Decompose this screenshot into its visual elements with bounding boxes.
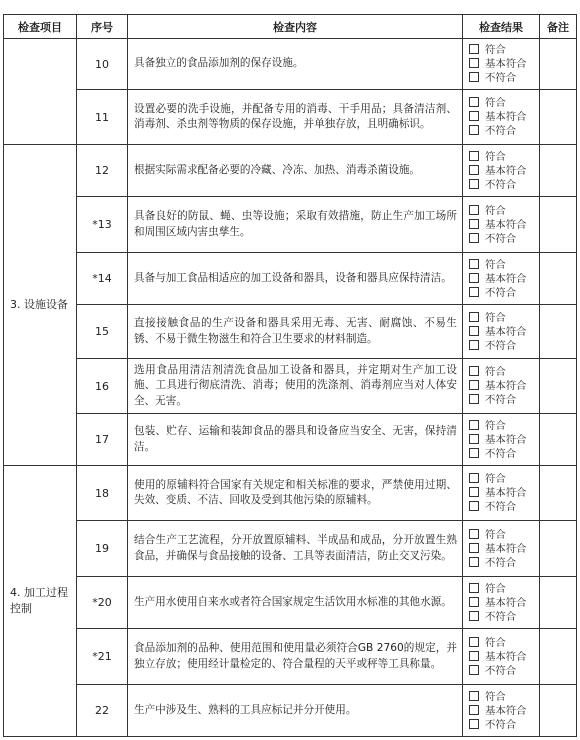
category-cell: [3, 144, 77, 466]
item-number: 22: [95, 704, 109, 717]
result-option-label: 符合: [485, 473, 506, 485]
checkbox[interactable]: [469, 380, 479, 390]
header-number: 序号: [91, 20, 113, 34]
note-cell: [539, 413, 577, 466]
checkbox[interactable]: [469, 487, 479, 497]
result-option[interactable]: [469, 325, 539, 339]
header-result: 检查结果: [479, 20, 523, 34]
item-content: 直接接触食品的生产设备和器具采用无毒、无害、耐腐蚀、不易生锈、不易于微生物滋生和符合卫生要求的材料制造。: [134, 317, 457, 345]
item-content: 设置必要的洗手设施，并配备专用的消毒、干手用品；具备清洁剂、消毒剂、杀虫剂等物质的保存设施，并单独存放，且明确标识。: [134, 102, 457, 130]
result-option[interactable]: [469, 258, 539, 272]
item-content-cell: [127, 520, 463, 577]
header-content: 检查内容: [273, 20, 317, 34]
checkbox[interactable]: [469, 340, 479, 350]
result-cell: [462, 38, 540, 90]
result-cell: [462, 520, 540, 577]
result-option-label: 不符合: [485, 178, 517, 191]
note-cell: [539, 89, 577, 145]
result-option-label: 基本符合: [485, 164, 527, 177]
result-option-label: 不符合: [485, 394, 517, 406]
item-number-cell: [76, 413, 128, 466]
checkbox[interactable]: [469, 44, 479, 54]
item-number-cell: [76, 304, 128, 359]
result-option-label: 基本符合: [485, 433, 527, 446]
result-option-label: 符合: [485, 311, 506, 324]
item-content-cell: [127, 358, 463, 414]
item-number: *13: [92, 218, 112, 231]
note-cell: [539, 520, 577, 577]
result-option-label: 不符合: [485, 125, 517, 137]
checkbox[interactable]: [469, 58, 479, 68]
result-option[interactable]: [469, 718, 539, 732]
result-option-label: 不符合: [485, 610, 517, 623]
checkbox[interactable]: [469, 434, 479, 444]
item-number: 12: [95, 164, 109, 177]
item-content-cell: [127, 89, 463, 145]
result-option[interactable]: [469, 43, 539, 57]
header-result-cell: [462, 14, 540, 39]
item-content: 使用的原辅料符合国家有关规定和相关标准的要求，严禁使用过期、失效、变质、不洁、回收及受到其他污染的原辅料。: [134, 478, 457, 506]
header-category: 检查项目: [18, 20, 62, 34]
item-content: 食品添加剂的品种、使用范围和使用量必须符合GB 2760的规定，并独立存放；使用经计量检定的、符合量程的天平或秤等工具称量。: [134, 642, 457, 670]
result-option-label: 不符合: [485, 72, 517, 84]
result-option-label: 基本符合: [485, 650, 527, 663]
item-content: 具备良好的防鼠、蝇、虫等设施；采取有效措施，防止生产加工场所和周围区域内害虫孳生。: [134, 210, 457, 238]
result-cell: [462, 144, 540, 197]
result-option[interactable]: [469, 393, 539, 407]
note-cell: [539, 144, 577, 197]
result-option-label: 基本符合: [485, 596, 527, 609]
checkbox[interactable]: [469, 287, 479, 297]
checkbox[interactable]: [469, 543, 479, 553]
item-number: 10: [95, 57, 109, 71]
checkbox[interactable]: [469, 529, 479, 539]
result-option[interactable]: [469, 164, 539, 178]
result-option[interactable]: [469, 96, 539, 110]
item-number: *20: [92, 596, 112, 609]
result-option-label: 基本符合: [485, 487, 527, 499]
result-cell: [462, 358, 540, 414]
checkbox[interactable]: [469, 665, 479, 675]
result-option-label: 不符合: [485, 232, 517, 245]
item-number-cell: [76, 520, 128, 577]
result-option-label: 基本符合: [485, 704, 527, 717]
item-number: *21: [92, 650, 112, 663]
checkbox[interactable]: [469, 97, 479, 107]
result-option[interactable]: [469, 124, 539, 138]
checkbox[interactable]: [469, 719, 479, 729]
item-number-cell: [76, 684, 128, 737]
item-content-cell: [127, 38, 463, 90]
checkbox[interactable]: [469, 473, 479, 483]
checkbox[interactable]: [469, 448, 479, 458]
result-cell: [462, 628, 540, 685]
result-option[interactable]: [469, 150, 539, 164]
result-option[interactable]: [469, 110, 539, 124]
result-option-label: 符合: [485, 44, 506, 56]
header-note-cell: [539, 14, 577, 39]
item-content-cell: [127, 413, 463, 466]
result-option-label: 符合: [485, 150, 506, 163]
item-content: 选用食品用清洁剂清洗食品加工设备和器具，并定期对生产加工设施、工具进行彻底清洗、消毒；使用的洗涤剂、消毒剂应当对人体安全、无害。: [134, 363, 457, 407]
result-cell: [462, 413, 540, 466]
result-option-label: 符合: [485, 690, 506, 703]
result-option[interactable]: [469, 178, 539, 192]
result-option-label: 符合: [485, 258, 506, 271]
item-content: 结合生产工艺流程，分开放置原辅料、半成品和成品，分开放置生熟食品，并确保与食品接触的设备、工具等表面清洁，防止交叉污染。: [134, 534, 457, 562]
category-cell: [3, 38, 77, 145]
result-option[interactable]: [469, 664, 539, 678]
inspection-table: [3, 14, 577, 736]
item-content-cell: [127, 628, 463, 685]
result-option[interactable]: [469, 610, 539, 624]
item-number-cell: [76, 628, 128, 685]
item-number-cell: [76, 196, 128, 253]
result-option[interactable]: [469, 704, 539, 718]
checkbox[interactable]: [469, 233, 479, 243]
result-cell: [462, 252, 540, 305]
result-cell: [462, 196, 540, 253]
result-option-label: 不符合: [485, 447, 517, 460]
checkbox[interactable]: [469, 394, 479, 404]
header-category-cell: [3, 14, 77, 39]
result-option-label: 基本符合: [485, 218, 527, 231]
checkbox[interactable]: [469, 637, 479, 647]
checkbox[interactable]: [469, 72, 479, 82]
checkbox[interactable]: [469, 179, 479, 189]
item-number-cell: [76, 465, 128, 521]
item-content-cell: [127, 304, 463, 359]
result-option[interactable]: [469, 447, 539, 461]
result-option[interactable]: [469, 582, 539, 596]
result-cell: [462, 684, 540, 737]
result-option[interactable]: [469, 71, 539, 85]
category-cell: [3, 465, 77, 737]
result-option[interactable]: [469, 500, 539, 514]
checkbox[interactable]: [469, 557, 479, 567]
header-note: 备注: [547, 20, 569, 34]
checkbox[interactable]: [469, 691, 479, 701]
result-option[interactable]: [469, 650, 539, 664]
result-cell: [462, 304, 540, 359]
item-number-cell: [76, 144, 128, 197]
result-option-label: 不符合: [485, 501, 517, 513]
item-content-cell: [127, 465, 463, 521]
item-number: 11: [95, 110, 109, 124]
checkbox[interactable]: [469, 326, 479, 336]
result-option[interactable]: [469, 528, 539, 542]
header-number-cell: [76, 14, 128, 39]
checkbox[interactable]: [469, 501, 479, 511]
result-option-label: 符合: [485, 636, 506, 649]
checkbox[interactable]: [469, 420, 479, 430]
result-option[interactable]: [469, 379, 539, 393]
result-option[interactable]: [469, 636, 539, 650]
result-option-label: 不符合: [485, 286, 517, 299]
note-cell: [539, 38, 577, 90]
checkbox[interactable]: [469, 205, 479, 215]
item-content: 包装、贮存、运输和装卸食品的器具和设备应当安全、无害，保持清洁。: [134, 425, 457, 453]
item-content: 生产用水使用自来水或者符合国家规定生活饮用水标准的其他水源。: [134, 595, 452, 608]
item-number: 18: [95, 486, 109, 500]
result-option-label: 符合: [485, 582, 506, 595]
result-option-label: 基本符合: [485, 272, 527, 285]
result-option[interactable]: [469, 232, 539, 246]
item-number-cell: [76, 358, 128, 414]
item-number-cell: [76, 252, 128, 305]
result-option[interactable]: [469, 218, 539, 232]
result-option[interactable]: [469, 486, 539, 500]
note-cell: [539, 628, 577, 685]
item-content-cell: [127, 252, 463, 305]
checkbox[interactable]: [469, 651, 479, 661]
result-option-label: 基本符合: [485, 380, 527, 392]
checkbox[interactable]: [469, 125, 479, 135]
result-option[interactable]: [469, 272, 539, 286]
checkbox[interactable]: [469, 611, 479, 621]
item-content: 根据实际需求配备必要的冷藏、冷冻、加热、消毒杀菌设施。: [134, 163, 421, 176]
item-number-cell: [76, 89, 128, 145]
result-option[interactable]: [469, 311, 539, 325]
checkbox[interactable]: [469, 151, 479, 161]
result-option-label: 基本符合: [485, 111, 527, 123]
result-option[interactable]: [469, 339, 539, 353]
result-option[interactable]: [469, 204, 539, 218]
result-option[interactable]: [469, 57, 539, 71]
note-cell: [539, 576, 577, 629]
result-option[interactable]: [469, 433, 539, 447]
result-option[interactable]: [469, 472, 539, 486]
item-number-cell: [76, 576, 128, 629]
result-option-label: 符合: [485, 419, 506, 432]
note-cell: [539, 358, 577, 414]
note-cell: [539, 196, 577, 253]
result-option[interactable]: [469, 596, 539, 610]
result-option[interactable]: [469, 419, 539, 433]
note-cell: [539, 252, 577, 305]
checkbox[interactable]: [469, 259, 479, 269]
result-cell: [462, 576, 540, 629]
item-number: 16: [95, 379, 109, 393]
note-cell: [539, 465, 577, 521]
result-cell: [462, 465, 540, 521]
checkbox[interactable]: [469, 597, 479, 607]
checkbox[interactable]: [469, 366, 479, 376]
note-cell: [539, 304, 577, 359]
category-label: 3. 设施设备: [10, 298, 68, 311]
result-option-label: 符合: [485, 97, 506, 109]
category-label: 4. 加工过程控制: [10, 586, 68, 615]
result-option-label: 符合: [485, 366, 506, 378]
item-number: 15: [95, 325, 109, 338]
result-option-label: 不符合: [485, 718, 517, 731]
result-option-label: 基本符合: [485, 58, 527, 70]
checkbox[interactable]: [469, 219, 479, 229]
item-number-cell: [76, 38, 128, 90]
note-cell: [539, 684, 577, 737]
checkbox[interactable]: [469, 705, 479, 715]
result-option-label: 符合: [485, 204, 506, 217]
result-option-label: 不符合: [485, 339, 517, 352]
result-option[interactable]: [469, 556, 539, 570]
result-option[interactable]: [469, 365, 539, 379]
result-option[interactable]: [469, 286, 539, 300]
item-number: 17: [95, 433, 109, 446]
item-content-cell: [127, 144, 463, 197]
item-content: 具备与加工食品相适应的加工设备和器具，设备和器具应保持清洁。: [134, 271, 452, 284]
result-option-label: 基本符合: [485, 325, 527, 338]
result-option-label: 基本符合: [485, 542, 527, 555]
item-number: *14: [92, 272, 112, 285]
result-option-label: 不符合: [485, 556, 517, 569]
item-content: 生产中涉及生、熟料的工具应标记并分开使用。: [134, 703, 357, 716]
checkbox[interactable]: [469, 273, 479, 283]
checkbox[interactable]: [469, 583, 479, 593]
checkbox[interactable]: [469, 165, 479, 175]
item-content-cell: [127, 684, 463, 737]
header-content-cell: [127, 14, 463, 39]
item-content-cell: [127, 576, 463, 629]
result-option[interactable]: [469, 542, 539, 556]
checkbox[interactable]: [469, 312, 479, 322]
result-option-label: 不符合: [485, 664, 517, 677]
item-number: 19: [95, 542, 109, 555]
result-cell: [462, 89, 540, 145]
item-content-cell: [127, 196, 463, 253]
item-content: 具备独立的食品添加剂的保存设施。: [134, 57, 304, 70]
result-option-label: 符合: [485, 528, 506, 541]
result-option[interactable]: [469, 690, 539, 704]
checkbox[interactable]: [469, 111, 479, 121]
